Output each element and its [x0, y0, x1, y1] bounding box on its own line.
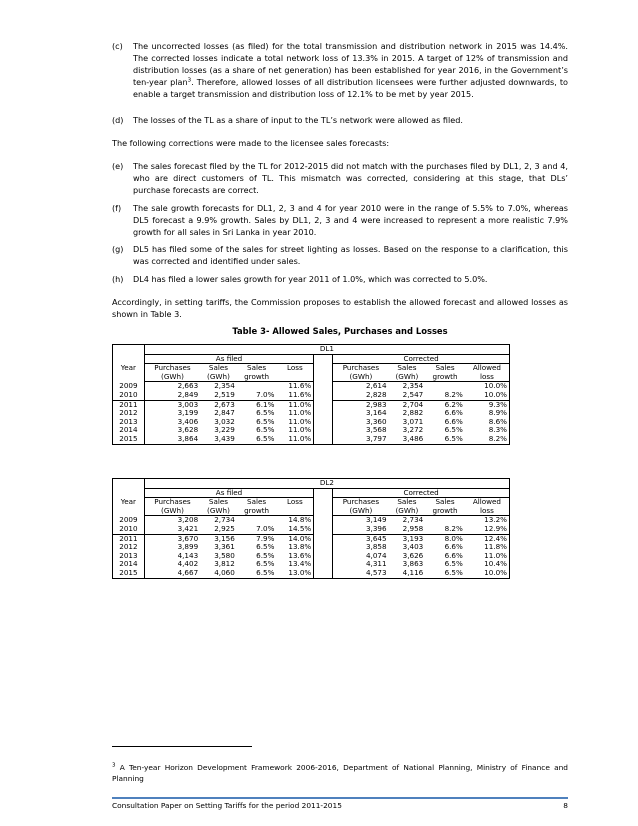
data-cell: 6.5%	[444, 425, 463, 435]
item-text: The sales forecast filed by the TL for 2012-2015 did not match with the purchases filed by DL1, 2, 3 and 4, who are direct customers of TL. This mismatch was corrected, considering at this stage, that DLs’ purchase forecasts are correct.	[133, 161, 568, 195]
data-cell: 8.2%	[425, 525, 465, 534]
col-header: Purchases	[342, 497, 380, 507]
col-header: Loss	[286, 497, 303, 507]
col-header: Sales	[397, 497, 417, 507]
table-dl1	[112, 344, 510, 445]
data-cell: 3,403	[402, 542, 424, 552]
data-cell: 3,032	[214, 416, 235, 426]
data-cell: 3,812	[214, 559, 235, 569]
data-cell: 6.5%	[237, 435, 277, 444]
col-header: (GWh)	[200, 507, 237, 516]
data-cell: 3,396	[333, 525, 389, 534]
data-cell: 3,580	[214, 550, 235, 560]
data-cell: 3,149	[365, 515, 387, 525]
table-caption: Table 3- Allowed Sales, Purchases and Losses	[232, 326, 448, 336]
item-text: DL5 has filed some of the sales for street lighting as losses. Based on the response to a clarification, this was corrected and identified under sales.	[133, 244, 568, 266]
data-cell: 9.3%	[465, 400, 510, 409]
col-header: (GWh)	[333, 373, 389, 382]
footnote-text: A Ten-year Horizon Development Framework 2006-2016, Department of National Planning, Ministry of Finance and Planning	[112, 763, 568, 783]
data-cell: 6.6%	[444, 416, 463, 426]
col-header: loss	[465, 373, 510, 382]
data-cell: 10.4%	[465, 560, 510, 569]
data-cell: 11.0%	[465, 552, 510, 561]
data-cell: 2,673	[214, 399, 235, 409]
data-cell: 3,003	[177, 399, 199, 409]
data-cell: 3,360	[365, 416, 387, 426]
data-cell: 11.0%	[288, 425, 312, 435]
data-cell: 3,645	[365, 533, 387, 543]
col-header: Purchases	[154, 363, 191, 373]
data-cell: 3,199	[177, 408, 199, 418]
table-row	[113, 391, 510, 400]
list-item-d	[112, 114, 568, 126]
table-title-dl2: DL2	[144, 479, 509, 489]
data-cell: 6.6%	[444, 408, 463, 418]
data-cell: 3,899	[177, 542, 199, 552]
data-cell: 3,164	[365, 408, 387, 418]
data-cell: 3,626	[402, 550, 424, 560]
data-cell: 3,361	[214, 542, 235, 552]
data-cell: 6.5%	[444, 559, 463, 569]
data-cell: 6.5%	[256, 559, 275, 569]
year-cell: 2009	[113, 516, 145, 525]
col-header: (GWh)	[333, 507, 389, 516]
data-cell: 4,311	[365, 559, 387, 569]
footnote-separator	[112, 746, 252, 747]
data-cell: 13.2%	[465, 516, 510, 525]
list-item-c	[112, 40, 568, 100]
data-cell: 4,074	[365, 550, 387, 560]
data-cell: 2,734	[402, 515, 424, 525]
data-cell: 2,354	[402, 381, 424, 391]
data-cell: 3,439	[200, 435, 237, 444]
corrected-header: Corrected	[333, 488, 510, 498]
data-cell: 6.2%	[444, 399, 463, 409]
footer-title: Consultation Paper on Setting Tariffs for the period 2011-2015	[112, 801, 342, 810]
data-cell: 3,670	[177, 533, 199, 543]
item-text: The uncorrected losses (as filed) for the total transmission and distribution network in 2015 was 14.4%. The corrected losses indicate a total network loss of 13.3% in 2015. A target of 12% of transmission and distribution losses (as a share of net generation) has been established for year 2016, in the Government’s ten-year plan$^3$. Therefore, allowed losses of all distribution licensees were further adjusted downwards, to enable a target transmission and distribution loss of 12.1% to be met by year 2015.	[133, 41, 568, 99]
data-cell: 11.0%	[288, 399, 312, 409]
data-cell: 10.0%	[465, 382, 510, 391]
data-cell: 6.5%	[256, 408, 275, 418]
year-cell: 2009	[113, 382, 145, 391]
item-label: (d)	[112, 115, 124, 125]
data-cell: 2,354	[214, 381, 235, 391]
data-cell: 6.5%	[425, 435, 465, 444]
year-cell: 2012	[113, 543, 145, 552]
paragraph-corrections: The following corrections were made to the licensee sales forecasts:	[112, 138, 390, 148]
data-cell: 3,193	[402, 533, 424, 543]
data-cell: 4,116	[389, 569, 426, 578]
data-cell: 13.6%	[288, 550, 312, 560]
data-cell: 6.5%	[256, 550, 275, 560]
year-cell: 2011	[113, 400, 145, 409]
col-header: Sales	[208, 363, 229, 373]
data-cell: 8.2%	[425, 391, 465, 400]
data-cell: 14.5%	[276, 525, 313, 534]
data-cell: 3,858	[365, 542, 387, 552]
data-cell: 3,568	[365, 425, 387, 435]
data-cell: 6.5%	[256, 416, 275, 426]
footnote-number: 3	[112, 762, 116, 769]
item-text: DL4 has filed a lower sales growth for year 2011 of 1.0%, which was corrected to 5.0%.	[133, 274, 488, 284]
data-cell: 7.0%	[237, 391, 277, 400]
data-cell: 4,060	[200, 569, 237, 578]
as-filed-header: As filed	[144, 488, 313, 498]
year-cell: 2011	[113, 534, 145, 543]
data-cell: 8.2%	[465, 435, 510, 444]
data-cell: 14.0%	[288, 533, 312, 543]
year-header: Year	[113, 354, 145, 382]
data-cell: 11.6%	[288, 381, 312, 391]
footer-rule	[112, 797, 568, 799]
page-footer	[112, 801, 568, 810]
data-cell: 2,958	[389, 525, 426, 534]
data-cell: 4,143	[177, 550, 199, 560]
as-filed-header: As filed	[144, 354, 313, 364]
item-label: (c)	[112, 41, 123, 51]
page-number: 8	[563, 801, 568, 810]
data-cell: 2,983	[365, 399, 387, 409]
data-cell: 11.6%	[276, 391, 313, 400]
data-cell: 7.0%	[237, 525, 277, 534]
data-cell: 3,406	[177, 416, 199, 426]
data-cell: 12.9%	[465, 525, 510, 534]
table-row	[113, 435, 510, 444]
year-cell: 2015	[113, 435, 145, 444]
col-header: Sales	[435, 363, 455, 373]
table-title-dl1: DL1	[144, 345, 509, 355]
data-cell: 11.8%	[465, 543, 510, 552]
item-text: The losses of the TL as a share of input to the TL’s network were allowed as filed.	[133, 115, 463, 125]
data-cell: 8.0%	[444, 533, 463, 543]
col-header: Sales	[247, 363, 267, 373]
data-cell: 6.6%	[444, 542, 463, 552]
item-text: The sale growth forecasts for DL1, 2, 3 and 4 for year 2010 were in the range of 5.5% to 7.0%, whereas DL5 forecast a 9.9% growth. Sales by DL1, 2, 3 and 4 were increased to represent a more realistic 7.9% growth for all sales in Sri Lanka in year 2010.	[133, 203, 568, 237]
data-cell: 12.4%	[465, 534, 510, 543]
year-cell: 2010	[113, 391, 145, 400]
data-cell: 3,208	[177, 515, 199, 525]
corrected-header: Corrected	[333, 354, 510, 364]
data-cell: 4,667	[144, 569, 200, 578]
col-header: Loss	[286, 363, 303, 373]
col-header: Sales	[247, 497, 267, 507]
data-cell: 8.6%	[465, 418, 510, 427]
col-header: growth	[425, 373, 465, 382]
data-cell: 13.4%	[288, 559, 312, 569]
year-cell: 2014	[113, 426, 145, 435]
col-header: Purchases	[154, 497, 191, 507]
col-header: Sales	[208, 497, 229, 507]
footnote-ref: 3	[187, 77, 192, 84]
data-cell: 3,421	[144, 525, 200, 534]
col-header: growth	[425, 507, 465, 516]
data-cell: 2,547	[389, 391, 426, 400]
data-cell: 2,704	[402, 399, 424, 409]
data-cell: 2,614	[365, 381, 387, 391]
col-header: (GWh)	[144, 373, 200, 382]
year-cell: 2013	[113, 418, 145, 427]
data-cell: 3,486	[389, 435, 426, 444]
col-header: (GWh)	[389, 373, 426, 382]
data-cell: 11.0%	[288, 408, 312, 418]
list-item-g	[112, 243, 568, 267]
list-item-f	[112, 202, 568, 238]
item-label: (h)	[112, 274, 124, 284]
data-cell: 3,071	[402, 416, 424, 426]
table-row	[113, 525, 510, 534]
data-cell: 2,828	[333, 391, 389, 400]
data-cell: 6.5%	[237, 569, 277, 578]
table-dl2	[112, 478, 510, 579]
data-cell: 2,519	[200, 391, 237, 400]
year-cell: 2015	[113, 569, 145, 578]
col-header: Purchases	[342, 363, 380, 373]
data-cell: 2,847	[214, 408, 235, 418]
col-header: (GWh)	[144, 507, 200, 516]
data-cell: 3,229	[214, 425, 235, 435]
data-cell: 3,628	[177, 425, 199, 435]
year-header: Year	[113, 488, 145, 516]
data-cell: 2,734	[214, 515, 235, 525]
data-cell: 2,849	[144, 391, 200, 400]
data-cell: 3,797	[333, 435, 389, 444]
data-cell: 11.0%	[288, 416, 312, 426]
data-cell: 6.6%	[444, 550, 463, 560]
data-cell: 10.0%	[465, 391, 510, 400]
item-label: (g)	[112, 244, 124, 254]
data-cell: 8.3%	[465, 426, 510, 435]
data-cell: 6.1%	[256, 399, 275, 409]
col-header: (GWh)	[389, 507, 426, 516]
footnote	[112, 762, 568, 784]
data-cell: 2,925	[200, 525, 237, 534]
col-header: Allowed	[465, 498, 510, 507]
data-cell: 11.0%	[276, 435, 313, 444]
data-cell: 6.5%	[425, 569, 465, 578]
data-cell: 4,402	[177, 559, 199, 569]
list-item-h	[112, 273, 568, 285]
col-header: growth	[237, 507, 277, 516]
data-cell: 3,864	[144, 435, 200, 444]
data-cell: 3,272	[402, 425, 424, 435]
col-header: Sales	[435, 497, 455, 507]
data-cell: 2,882	[402, 408, 424, 418]
data-cell: 2,663	[177, 381, 199, 391]
data-cell: 6.5%	[256, 542, 275, 552]
data-cell: 6.5%	[256, 425, 275, 435]
col-header: (GWh)	[200, 373, 237, 382]
col-header: loss	[465, 507, 510, 516]
year-cell: 2010	[113, 525, 145, 534]
data-cell: 3,156	[214, 533, 235, 543]
col-header: Sales	[397, 363, 417, 373]
col-header: Allowed	[465, 364, 510, 373]
data-cell: 13.8%	[288, 542, 312, 552]
data-cell: 10.0%	[465, 569, 510, 578]
data-cell: 8.9%	[465, 409, 510, 418]
data-cell: 3,863	[402, 559, 424, 569]
data-cell: 7.9%	[256, 533, 275, 543]
data-cell: 14.8%	[288, 515, 312, 525]
paragraph-accordingly: Accordingly, in setting tariffs, the Commission proposes to establish the allowed forecast and allowed losses as shown in Table 3.	[112, 297, 568, 319]
col-header: growth	[237, 373, 277, 382]
item-label: (f)	[112, 203, 122, 213]
year-cell: 2012	[113, 409, 145, 418]
data-cell: 13.0%	[276, 569, 313, 578]
year-cell: 2013	[113, 552, 145, 561]
table-row	[113, 569, 510, 578]
year-cell: 2014	[113, 560, 145, 569]
item-label: (e)	[112, 161, 124, 171]
list-item-e	[112, 160, 568, 196]
data-cell: 4,573	[333, 569, 389, 578]
